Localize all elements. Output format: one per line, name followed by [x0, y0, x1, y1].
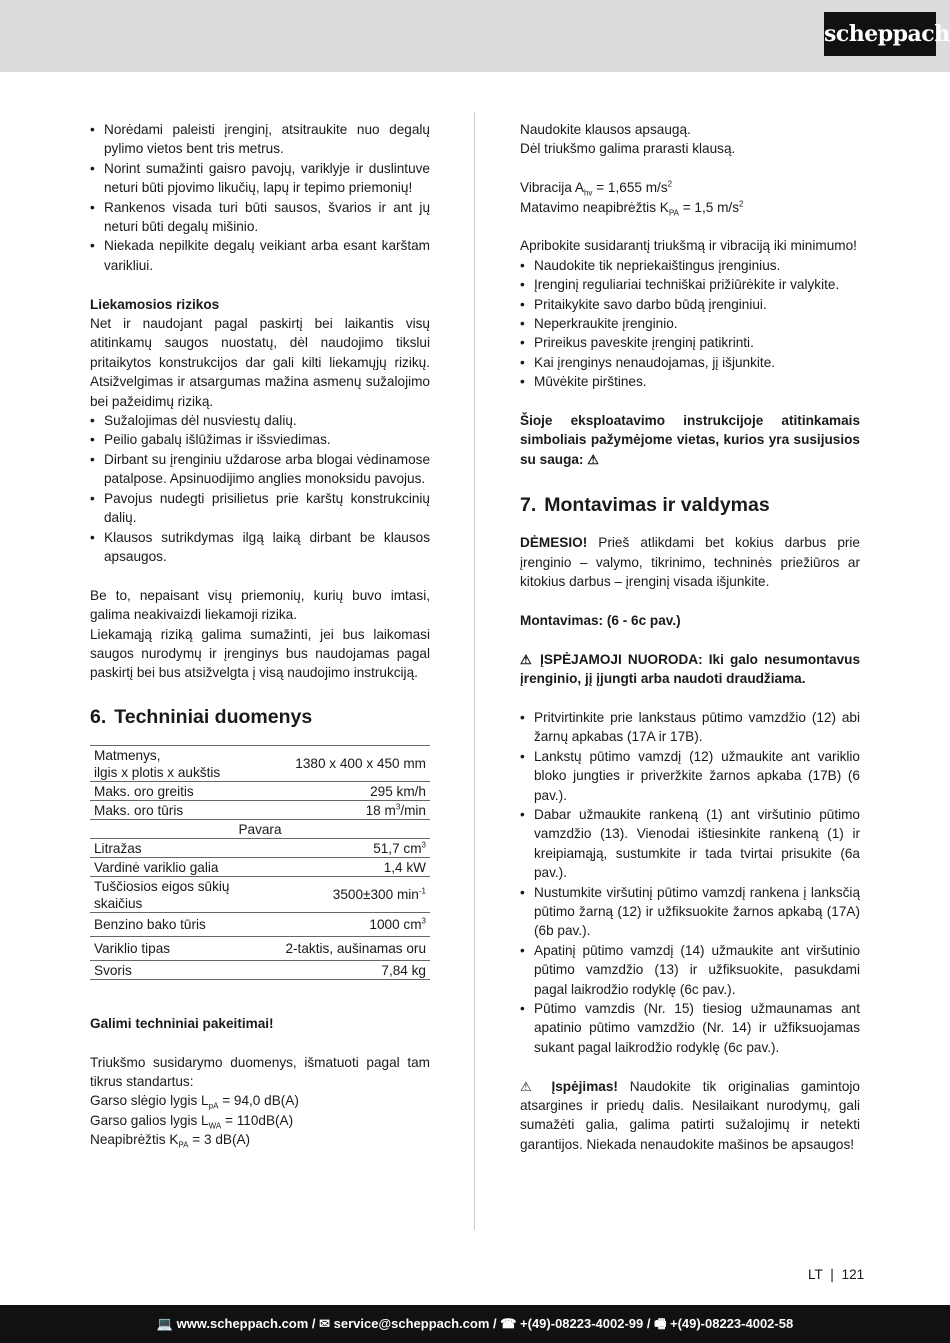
spec-label: Litražas: [90, 838, 257, 857]
noise-power-level: Garso galios lygis $L_{WA} = 110dB(A)$: [90, 1112, 294, 1131]
technical-changes-note: Galimi techniniai pakeitimai!: [90, 1015, 274, 1031]
noise-uncertainty: Neapibrėžtis $K_{PA} = 3$ dB(A): [90, 1132, 251, 1150]
list-item: • Neperkraukite įrenginio.: [520, 314, 860, 333]
residual-risks-heading: Liekamosios rizikos: [90, 296, 220, 312]
technical-data-table: [90, 745, 430, 980]
warning-triangle-icon: ⚠: [520, 1078, 540, 1094]
list-item: • Lankstų pūtimo vamzdį (12) užmaukite ant variklio bloko jungties ir priveržkite žarnos apkaba (17B) (6 pav.).: [520, 747, 860, 805]
list-item: • Dabar užmaukite rankeną (1) ant viršutinio pūtimo vamzdžio (13). Vienodai ištiesinkite rankeną (1) ir kreipiamąją, sustumkite ir tada tvirtai prisukite (6a pav.).: [520, 805, 860, 883]
spec-value: 1380 x 400 x 450 mm: [257, 745, 430, 781]
table-row: [90, 781, 430, 800]
noise-intro: Triukšmo susidarymo duomenys, išmatuoti pagal tam tikrus standartus:: [90, 1054, 430, 1089]
table-row: [90, 819, 430, 838]
mounting-steps-list: [520, 708, 860, 1057]
list-item: • Nustumkite viršutinį pūtimo vamzdį rankena į lanksčią pūtimo žarną (12) ir užfiksuokite žarnos apkabą (17A) (6b pav.).: [520, 883, 860, 941]
spec-value: 1000 $cm^3$: [257, 912, 430, 936]
table-row: [90, 800, 430, 819]
list-item: • Kai įrenginys nenaudojamas, jį išjunkite.: [520, 353, 860, 372]
warning-note: ⚠ ĮSPĖJAMOJI NUORODA: Iki galo nesumontavus įrenginio, jį įjungti arba naudoti draudžiama.: [520, 651, 861, 687]
vibration-uncertainty: Matavimo neapibrėžtis $K_{PA} = 1,5$ $m/s^2$: [520, 199, 744, 218]
spec-label: Maks. oro greitis: [90, 781, 257, 800]
residual-risks-paragraph: Net ir naudojant pagal paskirtį bei laikantis visų atitinkamų saugos nuostatų, dėl naudojimo tikslui pritaikytos konstrukcijos dar gali kilti liekamųjų rizikų. Atsižvelgimas ir atsargumas mažina asmenų sužalojimo bei pažeidimų riziką.: [90, 316, 430, 409]
page-number: LT ❘ 121: [808, 1267, 865, 1282]
section-7-heading: 7. Montavimas ir valdymas: [520, 494, 770, 517]
spec-label: Variklio tipas: [90, 936, 257, 960]
spec-value: 2-taktis, aušinamas oru: [257, 936, 430, 960]
safety-bullet-list: [90, 120, 430, 275]
final-warning-paragraph: ⚠ Įspėjimas! Naudokite tik originalias gamintojo atsargines ir priedų dalis. Nesilaikant nurodymų, gali sumažėti galia, galima patirti sužalojimų ir netekti garantijos. Niekada nenaudokite mašinos be apsaugos!: [520, 1078, 860, 1152]
column-divider: [474, 112, 475, 1230]
residual-risks-note: Be to, nepaisant visų priemonių, kurių buvo imtasi, galima neakivaizdi liekamoji rizika.: [90, 587, 430, 623]
spec-label: Tuščiosios eigos sūkių skaičius: [90, 876, 257, 912]
table-row: [90, 912, 430, 936]
spec-value: 7,84 kg: [257, 960, 430, 979]
spec-value: 295 km/h: [257, 781, 430, 800]
list-item: • Mūvėkite pirštines.: [520, 372, 860, 391]
list-item: • Sužalojimas dėl nusviestų dalių.: [90, 411, 430, 430]
noise-pressure-level: Garso slėgio lygis $L_{pA} = 94,0$ dB(A): [90, 1093, 299, 1112]
spec-label: Vardinė variklio galia: [90, 857, 257, 876]
residual-risks-reduction: Liekamąją riziką galima sumažinti, jei bus laikomasi saugos nurodymų ir įrenginys bus naudojamas pagal paskirtį bei bus atsižvelgta į visą naudojimo instrukciją.: [90, 626, 430, 681]
table-row: [90, 876, 430, 912]
list-item: • Niekada nepilkite degalų veikiant arba esant karštam varikliui.: [90, 236, 430, 275]
contact-footer: [0, 1305, 950, 1343]
mounting-heading: Montavimas: (6 - 6c pav.): [520, 612, 681, 628]
spec-value: 1,4 kW: [257, 857, 430, 876]
warning-triangle-icon: ⚠: [587, 451, 599, 467]
spec-value: 51,7 $cm^3$: [257, 838, 430, 857]
spec-label: Svoris: [90, 960, 257, 979]
spec-label: Matmenys, ilgis x plotis x aukštis: [90, 745, 257, 781]
left-column: [90, 120, 430, 1150]
noise-measures-list: [520, 256, 860, 392]
list-item: • Pavojus nudegti prisilietus prie karštų konstrukcinių dalių.: [90, 489, 430, 528]
spec-value: 3500±300 $\min^{-1}$: [257, 876, 430, 912]
list-item: • Norėdami paleisti įrenginį, atsitraukite nuo degalų pylimo vietos bent tris metrus.: [90, 120, 430, 159]
contact-info: www.scheppach.com / ✉ service@scheppach.com / ☎ +(49)-08223-4002-99 / 🖷 +(49)-08223-4002-58: [176, 1316, 794, 1331]
right-column: [520, 120, 860, 1154]
warning-triangle-icon: ⚠: [520, 651, 535, 667]
safety-marking-note: Šioje eksploatavimo instrukcijoje atitinkamais simboliais pažymėjome vietas, kurios yra susijusios su sauga: ⚠: [520, 413, 860, 467]
limit-noise-text: Apribokite susidarantį triukšmą ir vibraciją iki minimumo!: [520, 238, 857, 254]
spec-value: 18 $m^3/\min$: [257, 800, 430, 819]
ear-protection-text: Naudokite klausos apsaugą.: [520, 122, 691, 137]
table-row: [90, 838, 430, 857]
spec-label: Benzino bako tūris: [90, 912, 257, 936]
header-bar: [0, 0, 950, 72]
list-item: • Peilio gabalų išlūžimas ir išsviedimas.: [90, 430, 430, 449]
scheppach-logo: scheppach: [824, 12, 936, 56]
section-6-heading: 6. Techniniai duomenys: [90, 705, 313, 728]
list-item: • Prireikus paveskite įrenginį patikrinti.: [520, 333, 860, 352]
hearing-loss-text: Dėl triukšmo galima prarasti klausą.: [520, 141, 736, 157]
table-row: [90, 960, 430, 979]
list-item: • Klausos sutrikdymas ilgą laiką dirbant be klausos apsaugos.: [90, 528, 430, 567]
attention-paragraph: DĖMESIO! Prieš atlikdami bet kokius darbus prie įrenginio – valymo, tikrinimo, techninės priežiūros ar kitokius darbus – įrenginį visada išjunkite.: [520, 535, 860, 590]
spec-label: Maks. oro tūris: [90, 800, 257, 819]
vibration-value: Vibracija $A_{hv} = 1,655$ $m/s^2$: [520, 179, 673, 198]
spec-group-heading: Pavara: [90, 819, 430, 838]
list-item: • Dirbant su įrenginiu uždarose arba blogai vėdinamose patalpose. Apsinuodijimo anglies monoksidu pavojus.: [90, 450, 430, 489]
list-item: • Norint sumažinti gaisro pavojų, variklyje ir duslintuve neturi būti pjovimo likučių, lapų ir tepimo priemonių!: [90, 159, 430, 198]
list-item: • Naudokite tik nepriekaištingus įrenginius.: [520, 256, 860, 275]
list-item: • Įrenginį reguliariai techniškai prižiūrėkite ir valykite.: [520, 275, 860, 294]
table-row: [90, 857, 430, 876]
table-row: [90, 745, 430, 781]
list-item: • Pritvirtinkite prie lankstaus pūtimo vamzdžio (12) abi žarnų apkabas (17A ir 17B).: [520, 708, 860, 747]
list-item: • Pūtimo vamzdis (Nr. 15) tiesiog užmaunamas ant apatinio pūtimo vamzdžio (Nr. 14) ir užfiksuojamas sukant pagal laikrodžio rodyklę (6c pav.).: [520, 999, 860, 1057]
residual-risks-list: [90, 411, 430, 566]
list-item: • Apatinį pūtimo vamzdį (14) užmaukite ant viršutinio pūtimo vamzdžio (13) ir užfiksuokite, pasukdami pagal laikrodžio rodyklę (6c pav.).: [520, 941, 860, 999]
list-item: • Rankenos visada turi būti sausos, švarios ir ant jų neturi būti degalų mišinio.: [90, 198, 430, 237]
table-row: [90, 936, 430, 960]
computer-icon: 💻: [156, 1316, 173, 1331]
list-item: • Pritaikykite savo darbo būdą įrenginiui.: [520, 295, 860, 314]
